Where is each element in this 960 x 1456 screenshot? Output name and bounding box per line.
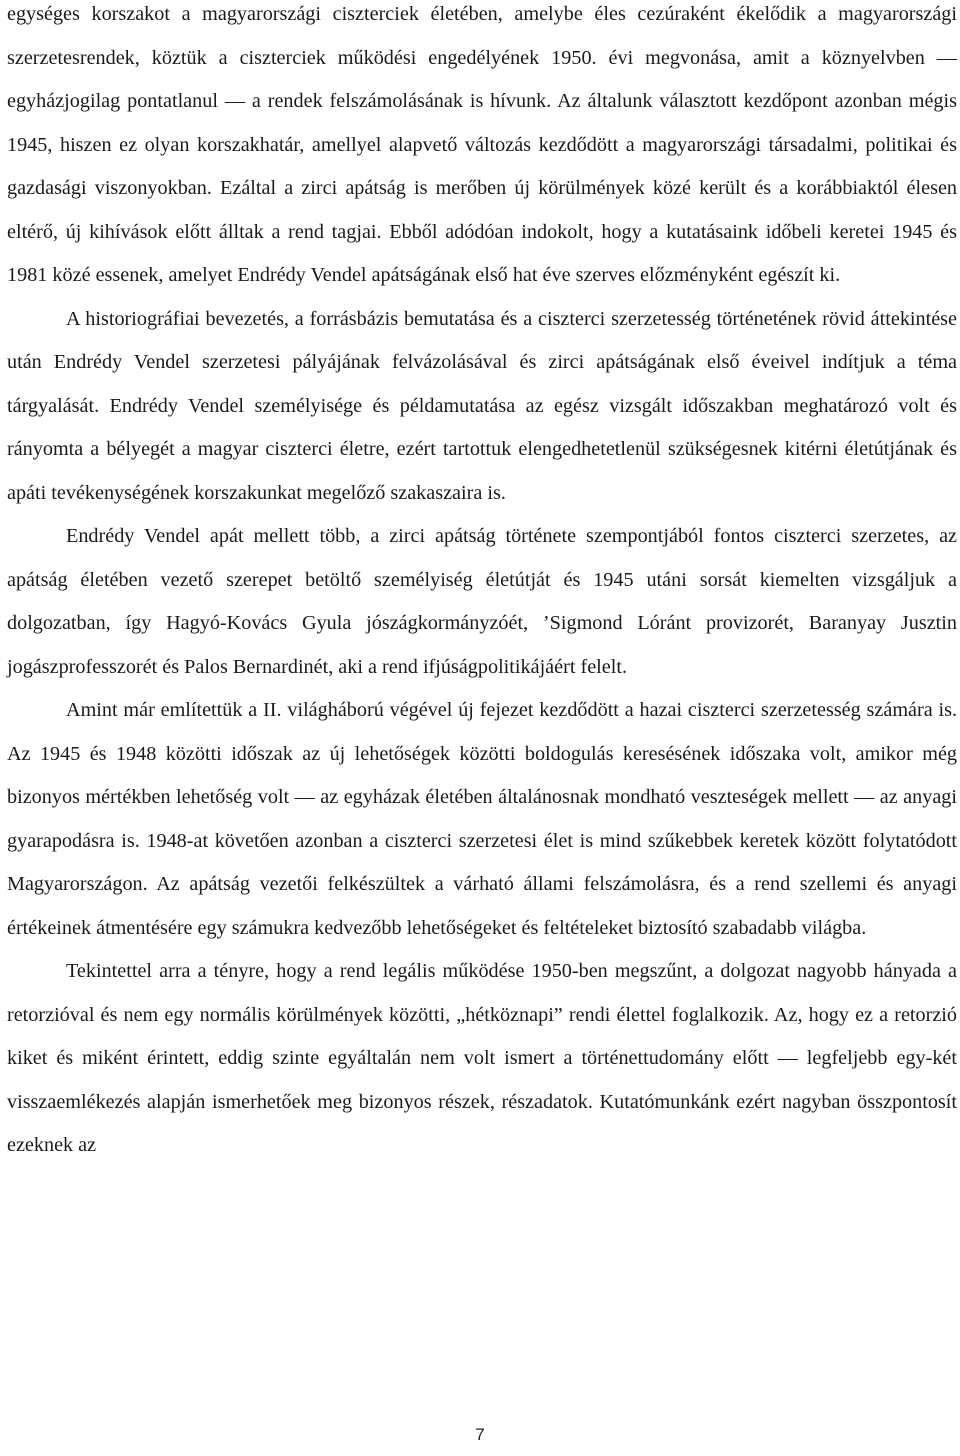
page-number: 7	[475, 1425, 485, 1444]
paragraph-continuation: egységes korszakot a magyarországi ciszterciek életében, amelybe éles cezúraként ékelődik a magyarországi szerzetesrendek, köztük a ciszterciek működési engedélyének 1950. évi megvonása, amit a köznyelvben ― egyházjogilag pontatlanul ― a rendek felszámolásának is hívunk. Az általunk választott kezdőpont azonban mégis 1945, hiszen ez olyan korszakhatár, amellyel alapvető változás kezdődött a magyarországi társadalmi, politikai és gazdasági viszonyokban. Ezáltal a zirci apátság is merőben új körülmények közé került és a korábbiaktól élesen eltérő, új kihívások előtt álltak a rend tagjai. Ebből adódóan indokolt, hogy a kutatásaink időbeli keretei 1945 és 1981 közé essenek, amelyet Endrédy Vendel apátságának első hat éve szerves előzményként egészít ki.	[7, 3, 957, 286]
paragraph-retorsion: Tekintettel arra a tényre, hogy a rend legális működése 1950-ben megszűnt, a dolgozat nagyobb hányada a retorzióval és nem egy normális körülmények közötti, „hétköznapi” rendi élettel foglalkozik. Az, hogy ez a retorzió kiket és miként érintett, eddig szinte egyáltalán nem volt ismert a történettudomány előtt ― legfeljebb egy-két visszaemlékezés alapján ismerhetőek meg bizonyos részek, részadatok. Kutatómunkánk ezért nagyban összpontosít ezeknek az	[7, 960, 957, 1156]
paragraph-postwar-period: Amint már említettük a II. világháború végével új fejezet kezdődött a hazai ciszterci szerzetesség számára is. Az 1945 és 1948 közötti időszak az új lehetőségek közötti boldogulás keresésének időszaka volt, amikor még bizonyos mértékben lehetőség volt ― az egyházak életében általánosnak mondható veszteségek mellett ― az anyagi gyarapodásra is. 1948-at követően azonban a ciszterci szerzetesi élet is mind szűkebbek keretek között folytatódott Magyarországon. Az apátság vezetői felkészültek a várható állami felszámolásra, és a rend szellemi és anyagi értékeinek átmentésére egy számukra kedvezőbb lehetőségeket és feltételeket biztosító szabadabb világba.	[7, 699, 957, 939]
paragraph-historiography: A historiográfiai bevezetés, a forrásbázis bemutatása és a ciszterci szerzetesség történetének rövid áttekintése után Endrédy Vendel szerzetesi pályájának felvázolásával és zirci apátságának első éveivel indítjuk a téma tárgyalását. Endrédy Vendel személyisége és példamutatása az egész vizsgált időszakban meghatározó volt és rányomta a bélyegét a magyar ciszterci életre, ezért tartottuk elengedhetetlenül szükségesnek kitérni életútjának és apáti tevékenységének korszakunkat megelőző szakaszaira is.	[7, 307, 957, 504]
paragraph-key-figures: Endrédy Vendel apát mellett több, a zirci apátság története szempontjából fontos ciszterci szerzetes, az apátság életében vezető szerepet betöltő személyiség életútját és 1945 utáni sorsát kiemelten vizsgáljuk a dolgozatban, így Hagyó-Kovács Gyula jószágkormányzóét, ’Sigmond Lóránt provizorét, Baranyay Jusztin jogászprofesszorét és Palos Bernardinét, aki a rend ifjúságpolitikájáért felelt.	[7, 525, 957, 678]
document-page	[7, 0, 957, 1456]
